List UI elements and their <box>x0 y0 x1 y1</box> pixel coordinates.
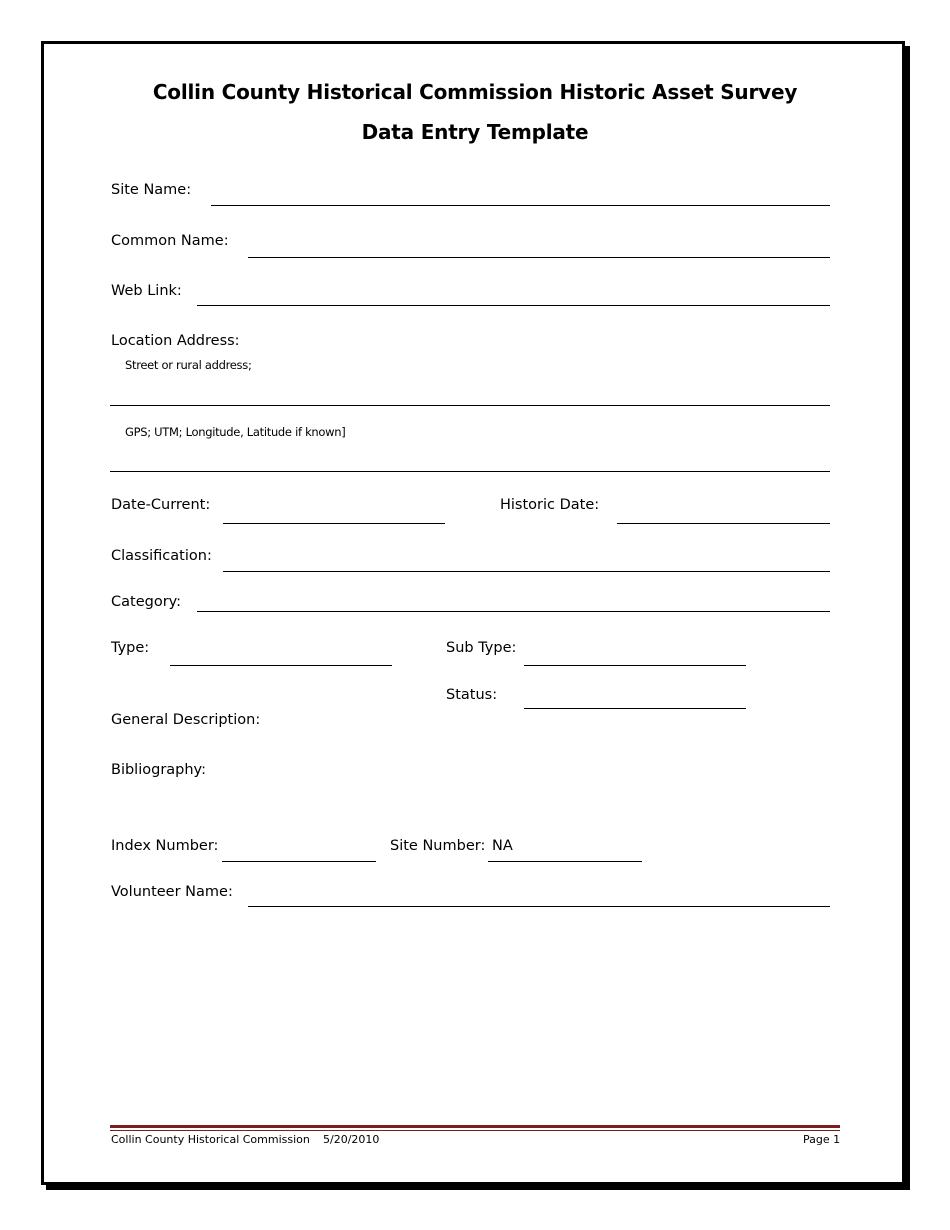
gps-hint: GPS; UTM; Longitude, Latitude if known] <box>125 425 346 439</box>
web-link-field[interactable] <box>197 305 830 306</box>
location-address-label: Location Address: <box>111 333 240 349</box>
footer-rule-bottom <box>110 1130 840 1131</box>
site-name-field[interactable] <box>211 205 830 206</box>
sub-type-field[interactable] <box>524 665 746 666</box>
classification-field[interactable] <box>223 571 830 572</box>
footer-date: 5/20/2010 <box>323 1133 380 1146</box>
page-border <box>41 41 905 1185</box>
common-name-label: Common Name: <box>111 233 229 249</box>
document-title: Collin County Historical Commission Historic Asset Survey <box>152 80 798 104</box>
index-number-label: Index Number: <box>111 838 219 854</box>
date-current-field[interactable] <box>223 523 445 524</box>
general-description-label: General Description: <box>111 712 261 728</box>
gps-field[interactable] <box>110 471 830 472</box>
category-field[interactable] <box>197 611 830 612</box>
site-name-label: Site Name: <box>111 182 192 198</box>
volunteer-name-label: Volunteer Name: <box>111 884 233 900</box>
type-field[interactable] <box>170 665 392 666</box>
historic-date-label: Historic Date: <box>500 497 600 513</box>
bibliography-label: Bibliography: <box>111 762 206 778</box>
classification-label: Classification: <box>111 548 212 564</box>
historic-date-field[interactable] <box>617 523 830 524</box>
date-current-label: Date-Current: <box>111 497 211 513</box>
street-address-field[interactable] <box>110 405 830 406</box>
web-link-label: Web Link: <box>111 283 182 299</box>
index-number-field[interactable] <box>222 861 376 862</box>
site-number-value[interactable]: NA <box>492 838 513 854</box>
site-number-label: Site Number: <box>390 838 486 854</box>
category-label: Category: <box>111 594 182 610</box>
status-label: Status: <box>446 687 498 703</box>
footer-page-number: Page 1 <box>803 1133 841 1146</box>
footer-rule-top <box>110 1125 840 1128</box>
site-number-field[interactable] <box>488 861 642 862</box>
street-address-hint: Street or rural address; <box>125 358 252 372</box>
sub-type-label: Sub Type: <box>446 640 517 656</box>
footer-organization: Collin County Historical Commission <box>111 1133 310 1146</box>
status-field[interactable] <box>524 708 746 709</box>
common-name-field[interactable] <box>248 257 830 258</box>
document-subtitle: Data Entry Template <box>361 120 589 144</box>
volunteer-name-field[interactable] <box>248 906 830 907</box>
type-label: Type: <box>111 640 150 656</box>
